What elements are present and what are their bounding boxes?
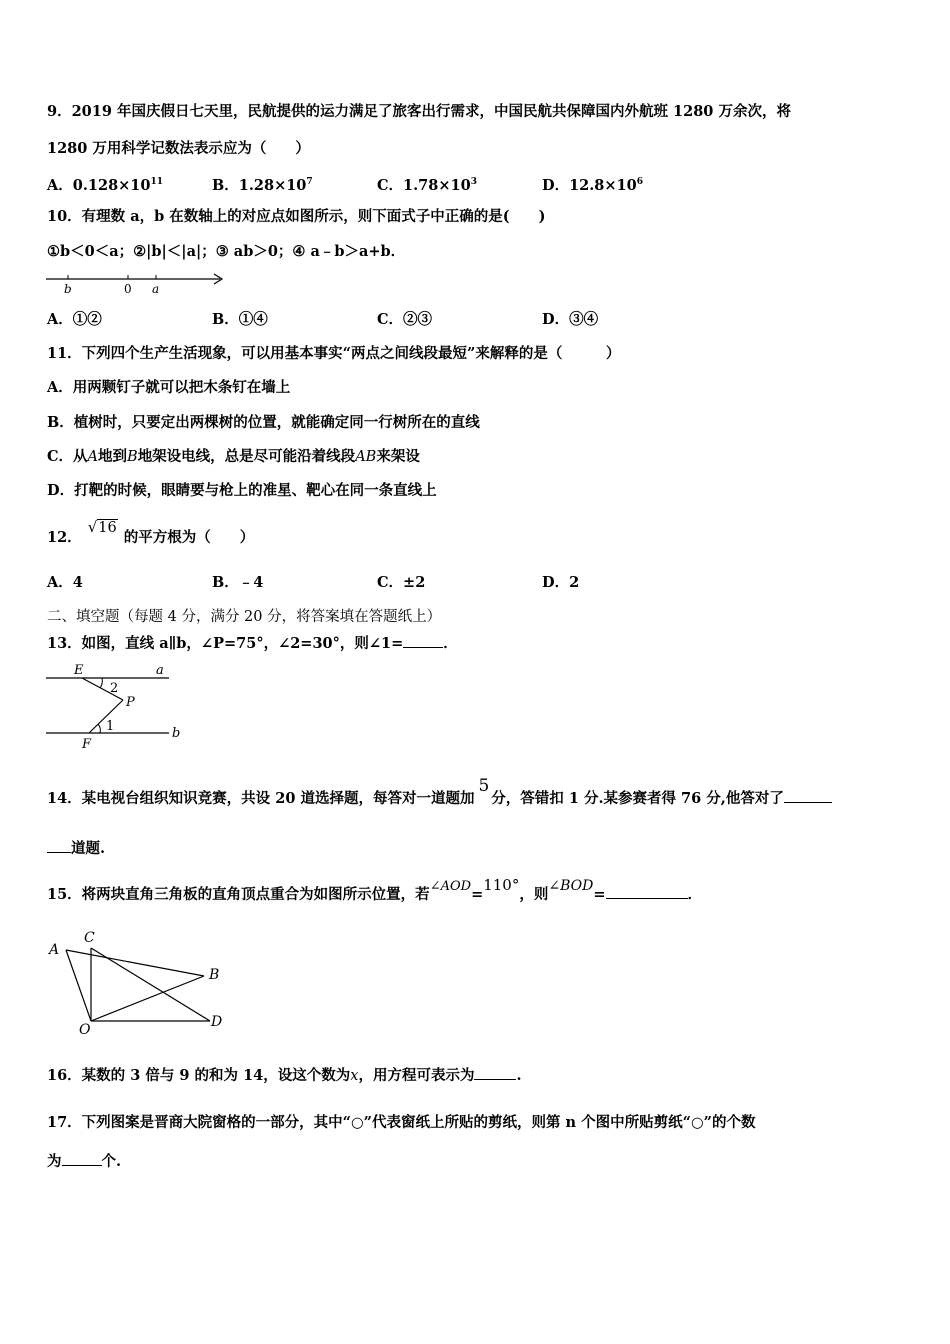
q17-stem-line2: 为 个.: [47, 1153, 122, 1170]
label-2: 2: [110, 681, 119, 696]
q17-answer-blank[interactable]: [62, 1151, 102, 1166]
axis-label-a: a: [152, 282, 160, 296]
label-P: P: [126, 695, 135, 710]
q14-stem-line2: 道题.: [47, 838, 105, 859]
q14-stem-line1: 14．某电视台组织知识竞赛，共设 20 道选择题，每答对一道题加5分，答错扣 1 分.某参赛者得 76 分,他答对了: [47, 788, 832, 809]
axis-label-b: b: [64, 282, 72, 296]
q9-option-b[interactable]: B．$1.28\times 10^7$: [212, 176, 313, 194]
q14-five: 5: [478, 776, 490, 796]
q9-stem-line1: 9．2019 年国庆假日七天里，民航提供的运力满足了旅客出行需求，中国民航共保障国内外航班 1280 万余次，将: [47, 103, 791, 120]
q14-answer-blank-2[interactable]: [47, 838, 71, 853]
q11-stem: 11．下列四个生产生活现象，可以用基本事实“两点之间线段最短”来解释的是（ ）: [47, 345, 621, 362]
q11-option-a[interactable]: A．用两颗钉子就可以把木条钉在墙上: [47, 379, 291, 396]
label-b: b: [172, 726, 181, 741]
q14-answer-blank-1[interactable]: [784, 788, 832, 803]
q13-stem: 13．如图，直线 a∥b，∠P=75°，∠2=30°，则∠1= ．: [47, 635, 458, 652]
q11-option-d[interactable]: D．打靶的时候，眼睛要与枪上的准星、靶心在同一条直线上: [47, 482, 437, 499]
q12-option-a[interactable]: A．4: [47, 574, 83, 591]
q10-option-d[interactable]: D．③④: [542, 311, 599, 328]
q10-stem-line1: 10．有理数 a，b 在数轴上的对应点如图所示，则下面式子中正确的是( ): [47, 208, 546, 225]
q15-stem: 15．将两块直角三角板的直角顶点重合为如图所示位置，若∠AOD=110°，则∠BOD= ．: [47, 876, 702, 903]
sqrt-expression: √16: [87, 518, 117, 536]
q10-option-b[interactable]: B．①④: [212, 311, 268, 328]
label-a: a: [156, 663, 164, 678]
label-F: F: [82, 737, 92, 752]
q10-option-a[interactable]: A．①②: [47, 311, 102, 328]
label-A: A: [49, 942, 60, 958]
q12-stem: 12．√16的平方根为（ ）: [47, 518, 255, 546]
label-B: B: [209, 967, 220, 983]
number-line-figure: [44, 270, 229, 296]
q15-answer-blank[interactable]: [606, 884, 688, 899]
q12-option-d[interactable]: D．2: [542, 574, 580, 591]
label-O: O: [79, 1022, 91, 1038]
q10-stem-line2: ①b＜0＜a；②|b|＜|a|；③ ab＞0；④ a﹣b＞a+b．: [47, 243, 406, 260]
q11-option-c[interactable]: C．从A地到B地架设电线，总是尽可能沿着线段AB来架设: [47, 448, 420, 465]
label-E: E: [74, 663, 84, 678]
q13-answer-blank[interactable]: [403, 633, 443, 648]
q11-option-b[interactable]: B．植树时，只要定出两棵树的位置，就能确定同一行树所在的直线: [47, 414, 480, 431]
q12-option-c[interactable]: C．±2: [377, 574, 426, 591]
q16-stem: 16．某数的 3 倍与 9 的和为 14，设这个数为x，用方程可表示为 .: [47, 1067, 522, 1084]
q9-stem-line2: 1280 万用科学记数法表示应为（ ）: [47, 140, 310, 157]
q10-option-c[interactable]: C．②③: [377, 311, 433, 328]
axis-label-zero: 0: [124, 282, 132, 296]
label-1: 1: [106, 719, 115, 734]
parallel-lines-figure: [44, 660, 184, 752]
q12-option-b[interactable]: B．﹣4: [212, 574, 264, 591]
label-D: D: [211, 1014, 223, 1030]
q9-option-c[interactable]: C．$1.78\times 10^3$: [377, 176, 477, 194]
q9-option-d[interactable]: D．$12.8\times 10^6$: [542, 176, 643, 194]
label-C: C: [84, 930, 95, 946]
q17-stem-line1: 17．下列图案是晋商大院窗格的一部分，其中“○”代表窗纸上所贴的剪纸，则第 n 个图中所贴剪纸“○”的个数: [47, 1114, 756, 1131]
q9-option-a[interactable]: A．$0.128\times 10^{11}$: [47, 176, 164, 194]
q16-answer-blank[interactable]: [474, 1065, 516, 1080]
section-2-heading: 二、填空题（每题 4 分，满分 20 分，将答案填在答题纸上）: [47, 609, 442, 625]
triangles-figure: [44, 926, 234, 1038]
